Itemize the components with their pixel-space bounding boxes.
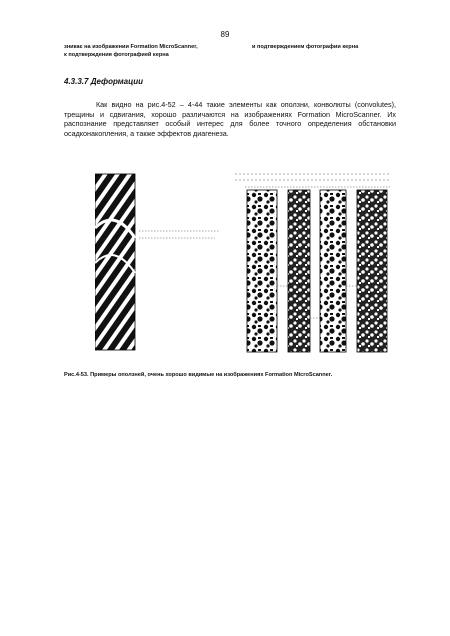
fms-pad-1 [247, 190, 277, 352]
header-left-line1: зникає на изображении Formation MicroScanner, [64, 44, 198, 50]
header-right-line1: и подтверждением фотографии керна [252, 44, 359, 50]
header-left-line2: к подтверждения фотографией керна [64, 52, 169, 58]
figure-caption: Рис.4-53. Примеры оползней, очень хорошо видимые на изображениях Formation MicroScanner. [64, 372, 333, 378]
fms-pad-3 [320, 190, 346, 352]
body-paragraph: Как видно на рис.4-52 – 4-44 такие элементы как оползни, конволюты (convolutes), трещины и сдвигания, хорошо различаются на изображениях Formation MicroScanner. Их распознание представляет особый интерес для более точного определения обстановки осадконакопления, а также эффектов диагенеза. [64, 100, 396, 138]
fms-figure [95, 168, 395, 358]
fms-pad-4 [357, 190, 387, 352]
section-title: 4.3.3.7 Деформации [64, 77, 144, 86]
page-number: 89 [220, 30, 230, 39]
fms-images [95, 168, 395, 358]
left-fms-strip [95, 174, 135, 350]
fms-pad-2 [288, 190, 310, 352]
